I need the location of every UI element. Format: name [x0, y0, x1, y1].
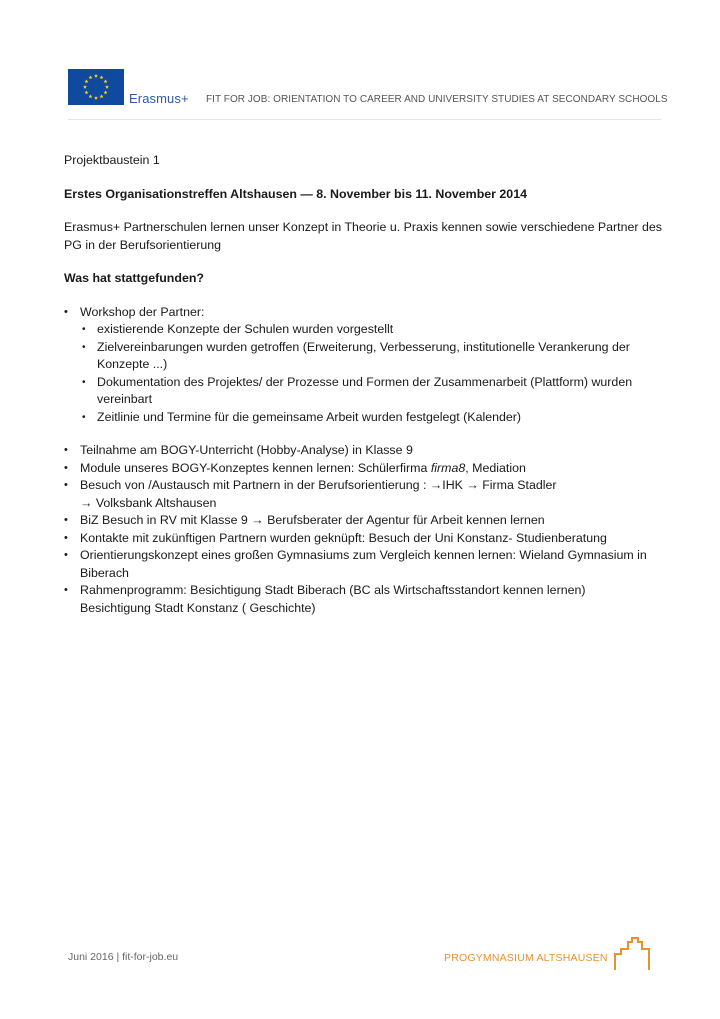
- eu-stars: [68, 69, 124, 105]
- item-text: Rahmenprogramm: Besichtigung Stadt Biberach (BC als Wirtschaftsstandort kennen lernen): [80, 583, 586, 597]
- workshop-list: [64, 304, 664, 427]
- footer-school-name: PROGYMNASIUM ALTSHAUSEN: [444, 952, 608, 964]
- section-question: Was hat stattgefunden?: [64, 271, 204, 285]
- page-header: [68, 69, 668, 119]
- item-text: , Mediation: [465, 460, 526, 475]
- eu-star-icon: [84, 90, 88, 94]
- item-text: → Volksbank Altshausen: [80, 495, 217, 510]
- list-item: [64, 477, 664, 512]
- eu-star-icon: [104, 79, 108, 83]
- erasmus-brand: Erasmus+: [129, 91, 189, 106]
- list-item: • Kontakte mit zukünftigen Partnern wurden geknüpft: Besuch der Uni Konstanz- Studienberatung: [64, 530, 664, 548]
- eu-star-icon: [104, 90, 108, 94]
- list-item: [64, 460, 664, 478]
- list-item: • Orientierungskonzept eines großen Gymnasiums zum Vergleich kennen lernen: Wieland Gymnasium in Biberach: [64, 547, 664, 582]
- company-name: firma8: [430, 460, 466, 475]
- eu-star-icon: [89, 75, 93, 79]
- item-text: Besuch von /Austausch mit Partnern in der Berufsorientierung : →IHK → Firma Stadler: [80, 478, 557, 492]
- eu-star-icon: [94, 96, 98, 100]
- item-text: Besichtigung Stadt Konstanz ( Geschichte): [80, 600, 316, 615]
- footer-date-site: Juni 2016 | fit-for-job.eu: [68, 951, 179, 963]
- header-title: FIT FOR JOB: ORIENTATION TO CAREER AND UNIVERSITY STUDIES AT SECONDARY SCHOOLS: [206, 94, 668, 105]
- list-item: [64, 582, 664, 617]
- module-label: Projektbaustein 1: [64, 153, 160, 167]
- eu-star-icon: [83, 85, 87, 89]
- document-body: [64, 152, 664, 617]
- sub-list-item: • existierende Konzepte der Schulen wurden vorgestellt: [80, 321, 664, 339]
- eu-flag-icon: [68, 69, 124, 105]
- eu-star-icon: [100, 94, 104, 98]
- eu-star-icon: [94, 74, 98, 78]
- meeting-heading: Erstes Organisationstreffen Altshausen — 8. November bis 11. November 2014: [64, 186, 527, 201]
- list-item: [64, 304, 664, 427]
- workshop-label: Workshop der Partner:: [80, 304, 205, 319]
- list-item: • BiZ Besuch in RV mit Klasse 9 → Berufsberater der Agentur für Arbeit kennen lernen: [64, 512, 664, 530]
- list-item: • Teilnahme am BOGY-Unterricht (Hobby-Analyse) in Klasse 9: [64, 442, 664, 460]
- intro-paragraph: Erasmus+ Partnerschulen lernen unser Konzept in Theorie u. Praxis kennen sowie verschiedene Partner des PG in der Berufsorientierung: [64, 220, 662, 252]
- header-divider: [68, 119, 661, 120]
- eu-star-icon: [105, 85, 109, 89]
- workshop-sublist: [80, 321, 664, 426]
- eu-star-icon: [84, 79, 88, 83]
- activities-list: [64, 442, 664, 617]
- eu-star-icon: [100, 75, 104, 79]
- eu-star-icon: [89, 94, 93, 98]
- school-logo-graphic: [612, 932, 654, 974]
- sub-list-item: • Dokumentation des Projektes/ der Prozesse und Formen der Zusammenarbeit (Plattform) wurden vereinbart: [80, 374, 664, 409]
- sub-list-item: • Zielvereinbarungen wurden getroffen (Erweiterung, Verbesserung, institutionelle Verankerung der Konzepte ...): [80, 339, 664, 374]
- item-text: Module unseres BOGY-Konzeptes kennen lernen: Schülerfirma: [80, 460, 431, 475]
- sub-list-item: • Zeitlinie und Termine für die gemeinsame Arbeit wurden festgelegt (Kalender): [80, 409, 664, 427]
- castle-outline-icon: [612, 932, 654, 974]
